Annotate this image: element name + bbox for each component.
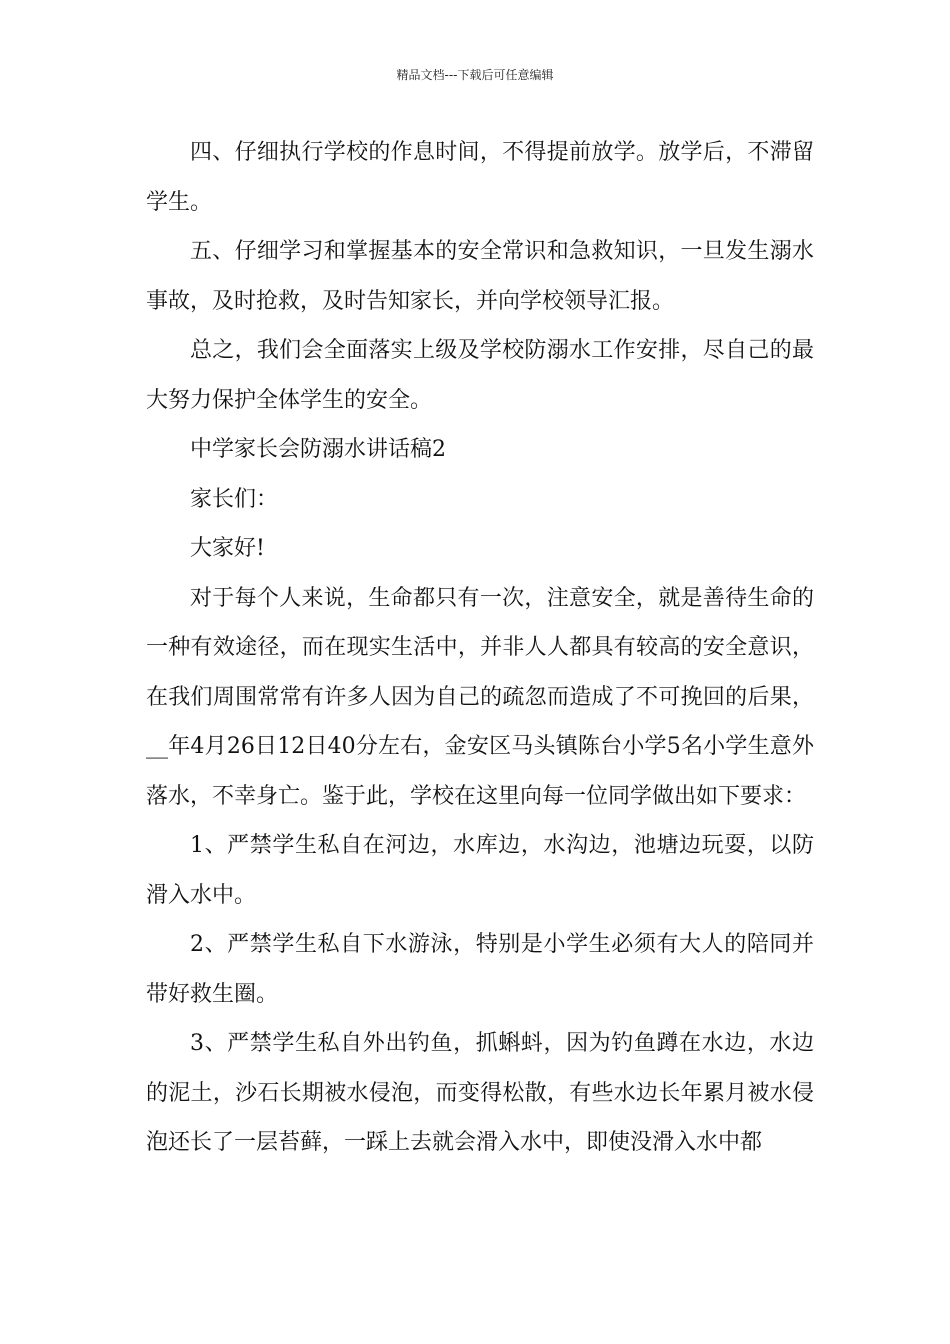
paragraph-rule-3: 3、严禁学生私自外出钓鱼，抓蝌蚪，因为钓鱼蹲在水边，水边的泥土，沙石长期被水侵泡，而变得松散，有些水边长年累月被水侵泡还长了一层苔藓，一踩上去就会滑入水中，即使没滑入水中都 (146, 1031, 814, 1155)
page-header: 精品文档---下载后可任意编辑 (396, 68, 554, 82)
greeting: 大家好! (190, 536, 265, 561)
paragraph-rule-2: 2、严禁学生私自下水游泳，特别是小学生必须有大人的陪同并带好救生圈。 (146, 932, 814, 1007)
document-body (146, 128, 814, 1168)
salutation: 家长们： (190, 486, 279, 512)
paragraph-intro: 对于每个人来说，生命都只有一次，注意安全，就是善待生命的一种有效途径，而在现实生活中，并非人人都具有较高的安全意识，在我们周围常常有许多人因为自己的疏忽而造成了不可挽回的后果，__年4月26日12日40分左右，金安区马头镇陈台小学5名小学生意外落水，不幸身亡。鉴于此，学校在这里向每一位同学做出如下要求： (146, 585, 814, 809)
paragraph-item-5: 五、仔细学习和掌握基本的安全常识和急救知识，一旦发生溺水事故，及时抢救，及时告知家长，并向学校领导汇报。 (146, 239, 814, 314)
paragraph-conclusion: 总之，我们会全面落实上级及学校防溺水工作安排，尽自己的最大努力保护全体学生的安全。 (146, 338, 814, 413)
section-title: 中学家长会防溺水讲话稿2 (190, 437, 446, 462)
paragraph-item-4: 四、仔细执行学校的作息时间，不得提前放学。放学后，不滞留学生。 (146, 140, 814, 215)
paragraph-rule-1: 1、严禁学生私自在河边，水库边，水沟边，池塘边玩耍，以防滑入水中。 (146, 833, 814, 908)
